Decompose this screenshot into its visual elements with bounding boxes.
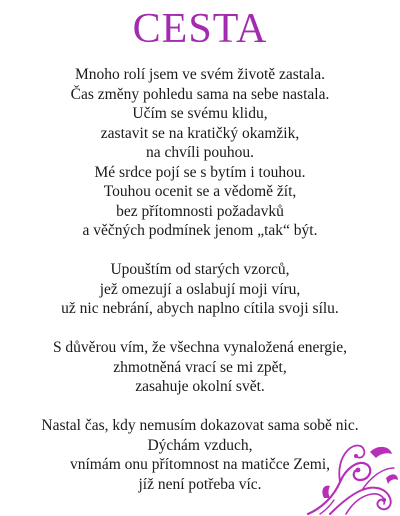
poem-line: na chvíli pouhou. — [145, 144, 255, 161]
poem-line: Učím se svému klidu, — [132, 105, 268, 122]
poem-line: Čas změny pohledu sama na sebe nastala. — [70, 85, 330, 103]
poem-line: a věčných podmínek jenom „tak“ být. — [82, 222, 318, 239]
flourish-ornament-icon — [300, 438, 400, 516]
poem-line: Upouštím od starých vzorců, — [110, 261, 290, 278]
stanza-2 — [0, 260, 400, 319]
poem-line: jíž není potřeba víc. — [138, 475, 262, 493]
poem-line: bez přítomnosti požadavků — [116, 202, 284, 220]
poem-line: Touhou ocenit se a vědomě žít, — [103, 183, 297, 200]
poem-title: CESTA — [132, 6, 268, 52]
poem-line: Dýchám vzduch, — [147, 436, 253, 454]
poem-line: vnímám onu přítomnost na matičce Zemi, — [70, 456, 330, 473]
poem-line: zasahuje okolní svět. — [135, 378, 265, 395]
stanza-3 — [0, 338, 400, 397]
poem-line: S důvěrou vím, že všechna vynaložená energie, — [52, 339, 348, 356]
poem-line: zastavit se na kratičký okamžik, — [100, 124, 300, 142]
poem-line: Mé srdce pojí se s bytím i touhou. — [94, 163, 306, 181]
stanza-1 — [0, 65, 400, 241]
poem-line: zhmotněná vrací se mi zpět, — [113, 358, 287, 376]
poem-line: už nic nebrání, abych naplno cítila svoji sílu. — [61, 300, 339, 317]
poem-line: Mnoho rolí jsem ve svém životě zastala. — [74, 66, 326, 83]
poem-line: jež omezují a oslabují moji víru, — [99, 280, 301, 298]
poem-line: Nastal čas, kdy nemusím dokazovat sama sobě nic. — [41, 417, 359, 434]
